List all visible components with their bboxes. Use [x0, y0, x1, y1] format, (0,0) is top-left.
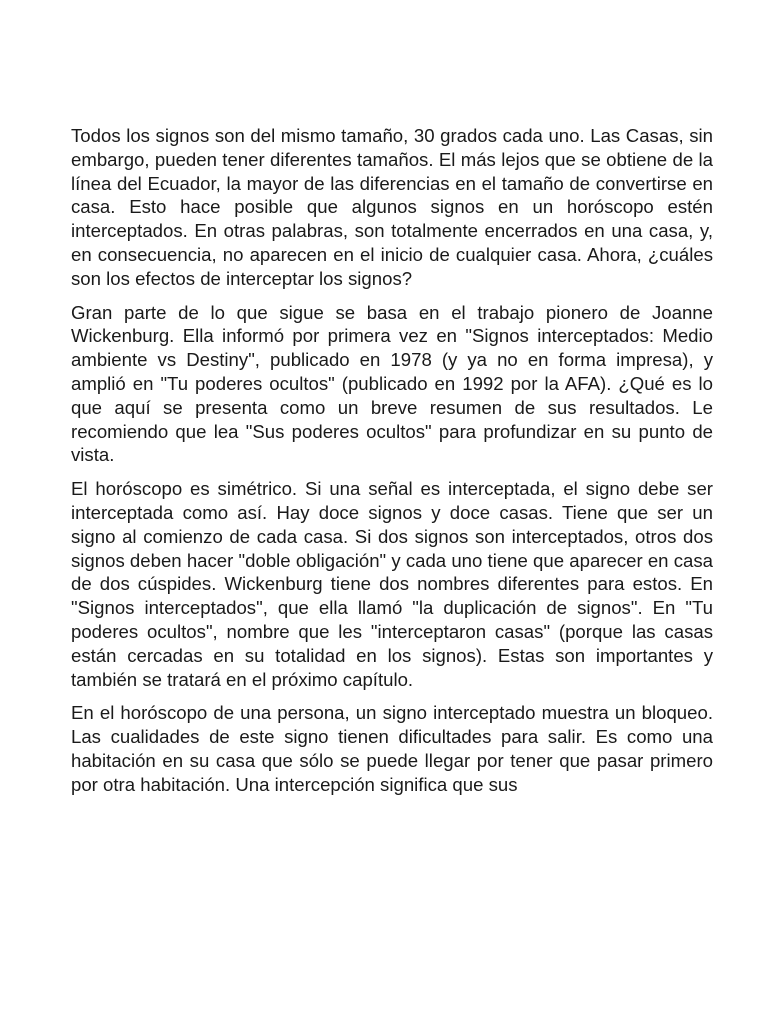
paragraph-1: Todos los signos son del mismo tamaño, 30 grados cada uno. Las Casas, sin embargo, pueden tener diferentes tamaños. El más lejos que se obtiene de la línea del Ecuador, la mayor de las diferencias en el tamaño de convertirse en casa. Esto hace posible que algunos signos en un horóscopo estén interceptados. En otras palabras, son totalmente encerrados en una casa, y, en consecuencia, no aparecen en el inicio de cualquier casa. Ahora, ¿cuáles son los efectos de interceptar los signos? — [71, 125, 713, 289]
paragraph-3: El horóscopo es simétrico. Si una señal es interceptada, el signo debe ser interceptada como así. Hay doce signos y doce casas. Tiene que ser un signo al comienzo de cada casa. Si dos signos son interceptados, otros dos signos deben hacer "doble obligación" y cada uno tiene que aparecer en casa de dos cúspides. Wickenburg tiene dos nombres diferentes para estos. En "Signos interceptados", que ella llamó "la duplicación de signos". En "Tu poderes ocultos", nombre que les "interceptaron casas" (porque las casas están cercadas en su totalidad en los signos). Estas son importantes y también se tratará en el próximo capítulo. — [71, 478, 713, 690]
paragraph-4: En el horóscopo de una persona, un signo interceptado muestra un bloqueo. Las cualidades de este signo tienen dificultades para salir. Es como una habitación en su casa que sólo se puede llegar por tener que pasar primero por otra habitación. Una intercepción significa que sus — [71, 702, 713, 795]
document-page — [71, 124, 713, 807]
paragraph-2: Gran parte de lo que sigue se basa en el trabajo pionero de Joanne Wickenburg. Ella informó por primera vez en "Signos interceptados: Medio ambiente vs Destiny", publicado en 1978 (y ya no en forma impresa), y amplió en "Tu poderes ocultos" (publicado en 1992 por la AFA). ¿Qué es lo que aquí se presenta como un breve resumen de sus resultados. Le recomiendo que lea "Sus poderes ocultos" para profundizar en su punto de vista. — [71, 301, 713, 466]
